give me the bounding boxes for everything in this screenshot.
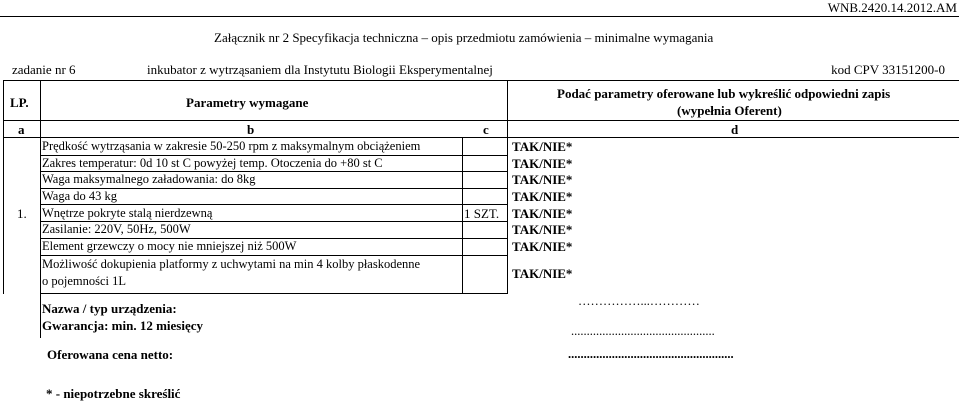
column-letter-a: a: [18, 122, 25, 137]
quantity: 1 SZT.: [464, 206, 500, 221]
requirement-text: Zakres temperatur: 0d 10 st C powyżej temp. Otoczenia do +80 st C: [42, 156, 383, 170]
warranty-fill[interactable]: ..............................................: [571, 324, 715, 338]
footnote: * - niepotrzebne skreślić: [46, 386, 181, 401]
requirement-answer: TAK/NIE*: [512, 239, 573, 254]
requirement-answer: TAK/NIE*: [512, 206, 573, 221]
column-letter-b: b: [247, 122, 255, 137]
requirement-answer: TAK/NIE*: [512, 266, 573, 281]
requirement-answer: TAK/NIE*: [512, 156, 573, 171]
device-name-fill[interactable]: ……………...…………: [578, 294, 700, 308]
column-parameters-header: Parametry wymagane: [186, 95, 309, 110]
price-fill[interactable]: .....................................................: [568, 347, 734, 361]
column-offered-header-line1: Podać parametry oferowane lub wykreślić odpowiedni zapis: [557, 86, 891, 101]
requirement-text: o pojemności 1L: [42, 274, 127, 288]
requirement-text: Zasilanie: 220V, 50Hz, 500W: [42, 222, 191, 236]
column-letter-c: c: [483, 122, 489, 137]
column-offered-header-line2: (wypełnia Oferent): [677, 103, 782, 118]
warranty-label: Gwarancja: min. 12 miesięcy: [42, 318, 204, 333]
document-title: Załącznik nr 2 Specyfikacja techniczna – opis przedmiotu zamówienia – minimalne wymagania: [214, 30, 714, 45]
requirement-text: Możliwość dokupienia platformy z uchwytami na min 4 kolby płaskodenne: [42, 257, 421, 271]
column-letter-d: d: [731, 122, 739, 137]
requirement-text: Wnętrze pokryte stalą nierdzewną: [42, 206, 213, 220]
requirement-text: Waga do 43 kg: [42, 189, 118, 203]
requirement-answer: TAK/NIE*: [512, 189, 573, 204]
task-description: inkubator z wytrząsaniem dla Instytutu Biologii Eksperymentalnej: [147, 62, 493, 77]
requirement-answer: TAK/NIE*: [512, 139, 573, 154]
task-label: zadanie nr 6: [12, 62, 76, 77]
requirement-text: Prędkość wytrząsania w zakresie 50-250 rpm z maksymalnym obciążeniem: [42, 139, 421, 153]
requirement-answer: TAK/NIE*: [512, 222, 573, 237]
column-lp-header: LP.: [10, 95, 29, 110]
requirement-text: Element grzewczy o mocy nie mniejszej niż 500W: [42, 239, 297, 253]
row-number: 1.: [17, 206, 27, 221]
price-label: Oferowana cena netto:: [47, 347, 174, 362]
header-rule: [0, 16, 959, 17]
cpv-code: kod CPV 33151200-0: [831, 62, 945, 77]
device-name-label: Nazwa / typ urządzenia:: [42, 301, 177, 316]
requirement-answer: TAK/NIE*: [512, 172, 573, 187]
document-code: WNB.2420.14.2012.AM: [827, 0, 957, 15]
requirement-text: Waga maksymalnego załadowania: do 8kg: [42, 172, 256, 186]
